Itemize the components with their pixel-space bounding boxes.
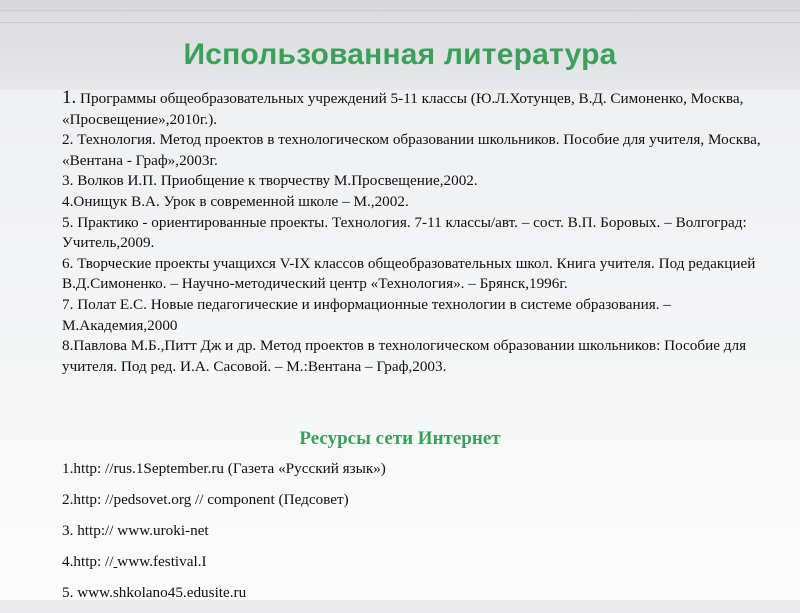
reference-text: Программы общеобразовательных учреждений 5-11 классы (Ю.Л.Хотунцев, В.Д. Симоненко, Москва, «Просвещение»,2010г.). [62, 90, 744, 128]
reference-number: 1. [62, 87, 77, 108]
resource-item-4[interactable] [62, 551, 762, 582]
reference-item-5: 5. Практико - ориентированные проекты. Технология. 7-11 классы/авт. – сост. В.П. Боровых. – Волгоград: Учитель,2009. [62, 213, 747, 252]
reference-item-4: 4.Онищук В.А. Урок в современной школе – М.,2002. [62, 192, 409, 210]
resource-item-3[interactable]: 3. http:// www.uroki-net [62, 522, 209, 539]
band-line [0, 22, 800, 23]
resource-suffix: www.festival.I [117, 553, 207, 570]
resource-prefix: 4.http: // [62, 553, 114, 570]
page-title: Использованная литература [183, 38, 617, 71]
reference-item-2: 2. Технология. Метод проектов в технологическом образовании школьников. Пособие для учителя, Москва, «Вентана - Граф»,2003г. [62, 131, 761, 169]
band-line [0, 10, 800, 11]
references-list [62, 88, 762, 377]
resource-item-1[interactable]: 1.http: //rus.1September.ru (Газета «Русский язык») [62, 460, 386, 477]
resource-item-5[interactable]: 5. www.shkolano45.edusite.ru [62, 584, 247, 601]
resource-item-2[interactable]: 2.http: //pedsovet.org // component (Педсовет) [62, 491, 349, 508]
resources-list [62, 458, 762, 613]
resources-title: Ресурсы сети Интернет [299, 428, 501, 449]
reference-item-8: 8.Павлова М.Б.,Питт Дж и др. Метод проектов в технологическом образовании школьников: Пособие для учителя. Под ред. И.А. Сасовой. – М.:Вентана – Граф,2003. [62, 337, 747, 375]
reference-item-6: 6. Творческие проекты учащихся V-IX классов общеобразовательных школ. Книга учителя. Под редакцией В.Д.Симоненко. – Научно-методический центр «Технология». – Брянск,1996г. [62, 254, 756, 293]
reference-item-7: 7. Полат Е.С. Новые педагогические и информационные технологии в системе образования. – М.Академия,2000 [62, 295, 671, 334]
reference-item-1 [62, 88, 762, 130]
reference-item-3: 3. Волков И.П. Приобщение к творчеству М.Просвещение,2002. [62, 172, 478, 190]
